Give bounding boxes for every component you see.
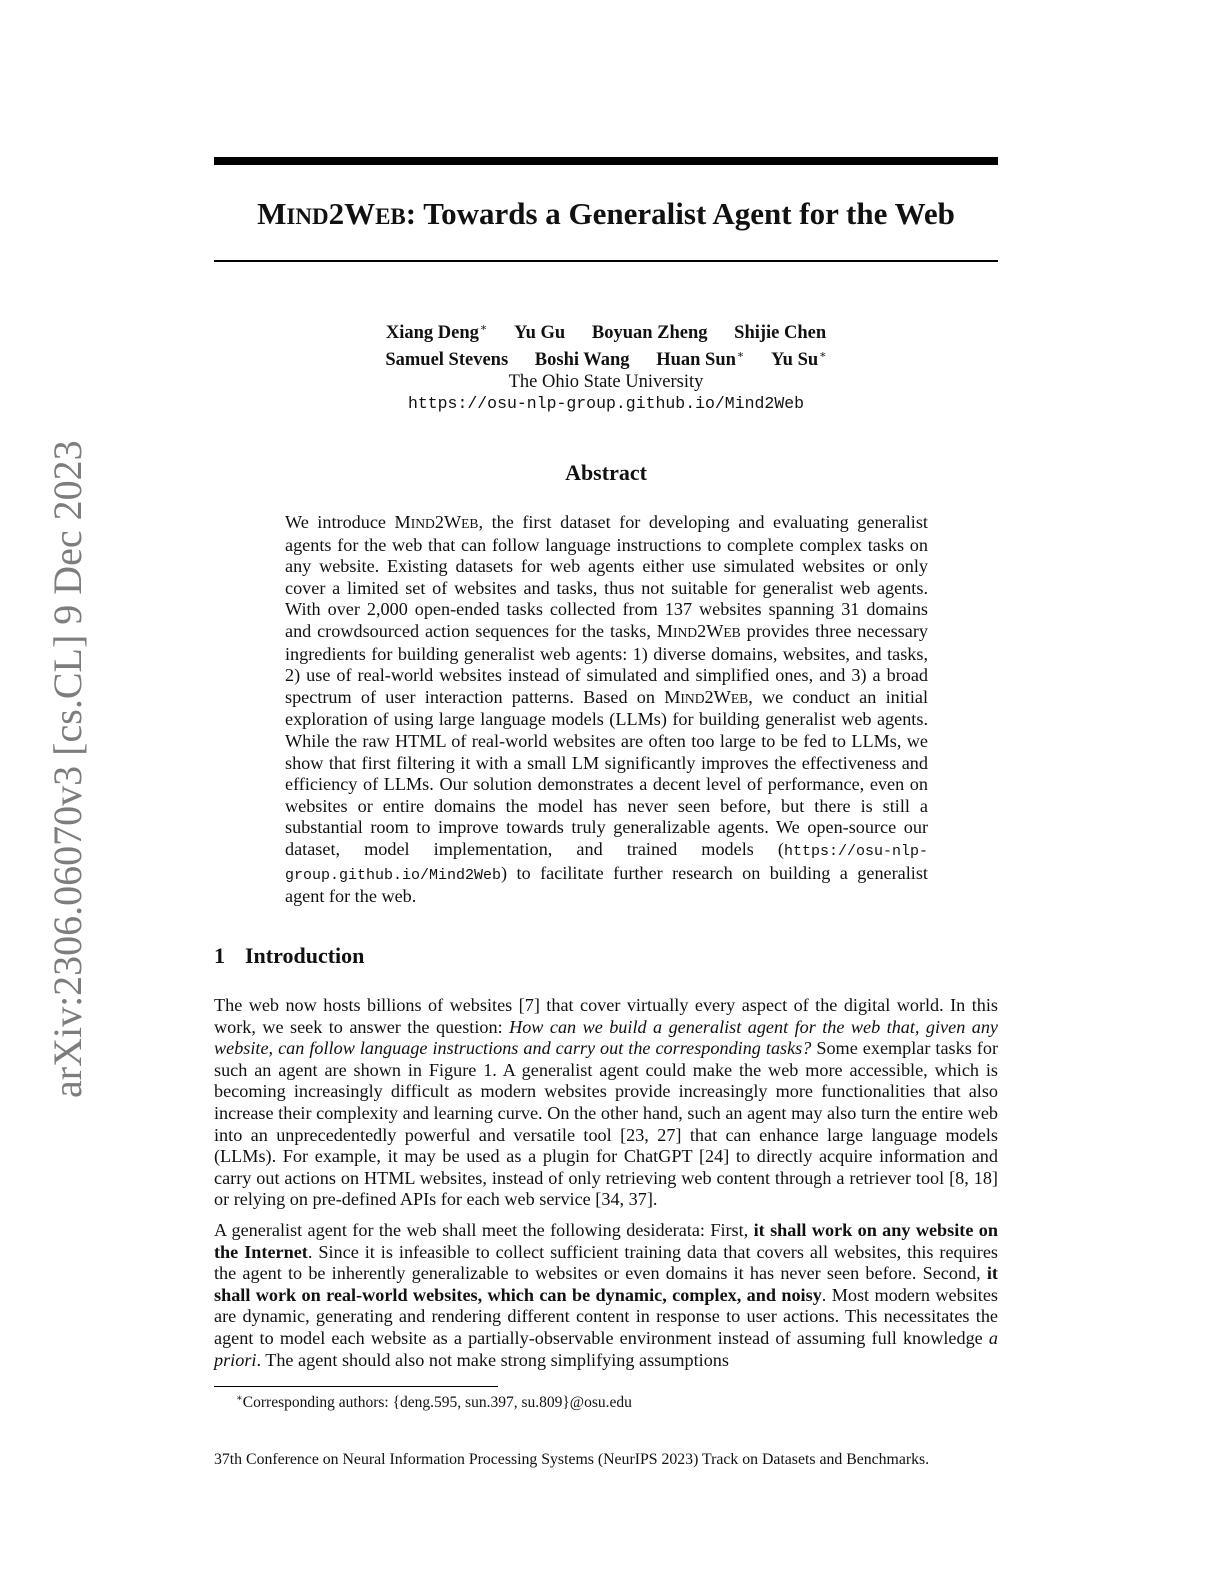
abstract-heading: Abstract [565, 460, 647, 485]
arxiv-sidebar-stamp: arXiv:2306.06070v3 [cs.CL] 9 Dec 2023 [45, 440, 90, 1098]
author: Xiang Deng∗ [385, 322, 488, 343]
intro-paragraph-1: The web now hosts billions of websites [7] that cover virtually every aspect of the digital world. In this work, we seek to answer the question: How can we build a generalist agent for the web that, given any website, can follow language instructions and carry out the corresponding tasks? Some exemplar tasks for such an agent are shown in Figure 1. A generalist agent could make the web more accessible, which is becoming increasingly difficult as modern websites provide increasingly more functionalities that also increase their complexity and learning curve. On the other hand, such an agent may also turn the entire web into an unprecedentedly powerful and versatile tool [23, 27] that can enhance large language models (LLMs). For example, it may be used as a plugin for ChatGPT [24] to directly acquire information and carry out actions on HTML websites, instead of only retrieving web content through a retriever tool [8, 18] or relying on pre-defined APIs for each web service [34, 37]. [214, 995, 998, 1210]
author: Shijie Chen [734, 323, 827, 343]
footnote: ∗Corresponding authors: {deng.595, sun.397, su.809}@osu.edu [236, 1393, 632, 1411]
author-row-1 [214, 317, 998, 344]
abstract-url[interactable]: https://osu-nlp-group.github.io/Mind2Web [285, 842, 928, 884]
footnote-rule [214, 1386, 498, 1387]
paper-title: MIND2WEB: Towards a Generalist Agent for the Web [257, 196, 955, 231]
intro-paragraph-2: A generalist agent for the web shall meet the following desiderata: First, it shall work on any website on the Internet. Since it is infeasible to collect sufficient training data that covers all websites, this requires the agent to be inherently generalizable to websites or even domains it has never seen before. Second, it shall work on real-world websites, which can be dynamic, complex, and noisy. Most modern websites are dynamic, generating and rendering different content in response to user actions. This necessitates the agent to model each website as a partially-observable environment instead of assuming full knowledge a priori. The agent should also not make strong simplifying assumptions [214, 1220, 999, 1370]
section-heading-introduction: 1 Introduction [214, 943, 365, 968]
project-url[interactable]: https://osu-nlp-group.github.io/Mind2Web [407, 394, 805, 413]
affiliation: The Ohio State University [508, 372, 704, 392]
title-top-rule [214, 157, 998, 165]
venue-footer: 37th Conference on Neural Information Processing Systems (NeurIPS 2023) Track on Datasets and Benchmarks. [214, 1451, 930, 1468]
author-row-2 [214, 344, 998, 371]
author: Boshi Wang [534, 350, 630, 370]
abstract-text: We introduce MIND2WEB, the first dataset for developing and evaluating generalist agents for the web that can follow language instructions to complete complex tasks on any website. Existing datasets for web agents either use simulated websites or only cover a limited set of websites and tasks, thus not suitable for generalist web agents. With over 2,000 open-ended tasks collected from 137 websites spanning 31 domains and crowdsourced action sequences for the tasks, MIND2WEB provides three necessary ingredients for building generalist web agents: 1) diverse domains, websites, and tasks, 2) use of real-world websites instead of simulated and simplified ones, and 3) a broad spectrum of user interaction patterns. Based on MIND2WEB, we conduct an initial exploration of using large language models (LLMs) for building generalist web agents. While the raw HTML of real-world websites are often too large to be fed to LLMs, we show that first filtering it with a small LM significantly improves the effectiveness and efficiency of LLMs. Our solution demonstrates a decent level of performance, even on websites or entire domains the model has never seen before, but there is still a substantial room to improve towards truly generalizable agents. We open-source our dataset, model implementation, and trained models (https://osu-nlp-group.github.io/Mind2Web) to facilitate further research on building a generalist agent for the web. [285, 512, 928, 907]
author: Boyuan Zheng [591, 323, 708, 343]
title-bottom-rule [214, 260, 998, 262]
author: Samuel Stevens [385, 350, 509, 370]
author: Yu Gu [513, 323, 566, 343]
author-block [214, 317, 998, 415]
author: Yu Su∗ [771, 349, 827, 370]
author: Huan Sun∗ [656, 349, 745, 370]
